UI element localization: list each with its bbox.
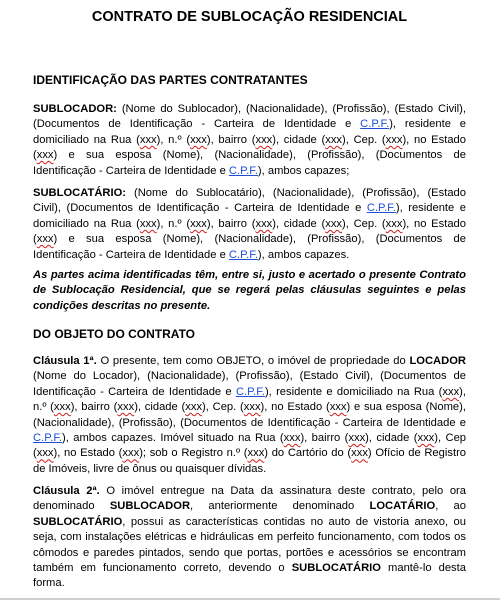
placeholder-xxx: xxx (36, 149, 54, 162)
placeholder-xxx: xxx (190, 133, 207, 146)
text: ), ambos capazes. Imóvel situado na Rua ( (62, 432, 284, 445)
text: ), bairro ( (300, 432, 349, 445)
placeholder-xxx: xxx (325, 133, 343, 146)
text: ) e sua esposa (Nome), (Nacionalidade), (Profissão), (Documentos de Identificação - Carteira de Identidade e (33, 149, 466, 177)
placeholder-xxx: xxx (185, 401, 203, 414)
placeholder-xxx: xxx (385, 217, 403, 230)
text: (Nome do Sublocador), (Nacionalidade), (Profissão), (Estado Civil), (Documentos de Identificação - Carteira de Identidade e (33, 103, 466, 131)
placeholder-xxx: xxx (325, 217, 343, 230)
text: ), bairro ( (70, 401, 118, 414)
clausula-2-label: Cláusula 2ª. (33, 485, 100, 497)
locador-term: LOCADOR (409, 355, 466, 367)
placeholder-xxx: xxx (283, 432, 301, 445)
text: ) e sua esposa (Nome), (Nacionalidade), (Profissão), (Documentos de Identificação - Carteira de Identidade e (33, 233, 466, 261)
document-title: CONTRATO DE SUBLOCAÇÃO RESIDENCIAL (91, 9, 408, 25)
sublocador-term: SUBLOCADOR (109, 500, 191, 513)
placeholder-xxx: xxx (36, 447, 54, 460)
sublocatario-label: SUBLOCATÁRIO: (33, 187, 127, 199)
text: ), Cep. ( (342, 133, 386, 146)
text: ), Cep. ( (202, 401, 244, 414)
text: ), ambos capazes. (257, 248, 350, 261)
text: , ao (435, 500, 466, 513)
text: ), bairro ( (206, 217, 256, 230)
text: , anteriormente denominado (190, 500, 370, 513)
paragraph-sublocador (33, 102, 466, 179)
text: ), n.º ( (156, 133, 191, 146)
text: ), no Estado ( (33, 217, 466, 246)
text: ), no Estado ( (53, 447, 123, 460)
text: O presente, tem como OBJETO, o imóvel de propriedade do (96, 355, 410, 367)
text: ) do Cartório do ( (264, 447, 352, 460)
placeholder-xxx: xxx (36, 233, 54, 246)
text: ), no Estado ( (33, 133, 466, 162)
placeholder-xxx: xxx (243, 401, 261, 414)
text: ), ambos capazes; (257, 164, 350, 177)
intro-paragraph: As partes acima identificadas têm, entre si, justo e acertado o presente Contrato de Sublocação Residencial, que se regerá pelas cláusulas seguintes e pelas condições descritas no presente. (33, 269, 466, 312)
placeholder-xxx: xxx (139, 133, 157, 146)
paragraph-sublocatario (33, 186, 466, 263)
text: ), residente e domiciliado na Rua ( (33, 202, 466, 230)
placeholder-xxx: xxx (117, 401, 135, 414)
text: ), n.º ( (156, 217, 191, 230)
text: ), cidade ( (272, 133, 326, 146)
text: ) Ofício de Registro de Imóveis, livre de ônus ou quaisquer dívidas. (33, 447, 467, 475)
placeholder-xxx: xxx (122, 447, 140, 460)
text: ), n.º ( (33, 385, 466, 414)
text: ), no Estado ( (260, 401, 330, 414)
sublocador-label: SUBLOCADOR: (33, 103, 117, 115)
placeholder-xxx: xxx (247, 447, 265, 460)
placeholder-xxx: xxx (385, 133, 403, 146)
placeholder-xxx: xxx (255, 133, 273, 146)
text: ), Cep ( (33, 432, 467, 460)
sublocatario-term: SUBLOCATÁRIO (291, 562, 381, 575)
text: ), cidade ( (365, 432, 418, 445)
cpf-link[interactable]: C.P.F. (228, 164, 258, 177)
locatario-term: LOCATÁRIO (369, 500, 436, 513)
text: ); sob o Registro n.º ( (139, 447, 248, 460)
paragraph-clausula-1 (33, 354, 466, 477)
cpf-link[interactable]: C.P.F. (235, 385, 265, 398)
text: ), Cep. ( (342, 217, 386, 230)
placeholder-xxx: xxx (53, 401, 71, 414)
placeholder-xxx: xxx (442, 385, 460, 398)
placeholder-xxx: xxx (351, 447, 368, 460)
text: ), cidade ( (272, 217, 326, 230)
paragraph-clausula-2 (33, 484, 466, 592)
cpf-link[interactable]: C.P.F. (360, 118, 390, 131)
text: O imóvel entregue na Data da assinatura deste contrato, pelo ora denominado (33, 485, 466, 513)
text: mantê-lo desta forma. (33, 562, 466, 590)
text: , possui as características contidas no auto de vistoria anexo, ou seja, com instalações elétricas e hidráulicas em perfeito funcionamento, com todos os cômodos e paredes pintados, sendo que portas, portões e acessórios se encontram também em funcionamento correto, devendo o (33, 515, 466, 575)
text: ), bairro ( (206, 133, 256, 146)
cpf-link[interactable]: C.P.F. (228, 248, 258, 261)
text: ) e sua esposa (Nome), (Nacionalidade), (Profissão), (Documentos de Identificação - Carteira de Identidade e (33, 401, 466, 429)
placeholder-xxx: xxx (139, 217, 157, 230)
cpf-link[interactable]: C.P.F. (33, 432, 63, 445)
placeholder-xxx: xxx (329, 401, 347, 414)
cpf-link[interactable]: C.P.F. (366, 202, 396, 215)
placeholder-xxx: xxx (417, 432, 435, 445)
text: ), cidade ( (134, 401, 186, 414)
text: (Nome do Locador), (Nacionalidade), (Profissão), (Estado Civil), (Documentos de Identificação - Carteira de Identidade e (33, 370, 466, 398)
text: ), residente e domiciliado na Rua ( (33, 118, 467, 146)
text: (Nome do Sublocatário), (Nacionalidade), (Profissão), (Estado Civil), (Documentos de Identificação - Carteira de Identidade e (33, 187, 466, 215)
placeholder-xxx: xxx (190, 217, 207, 230)
placeholder-xxx: xxx (348, 432, 366, 445)
sublocatario-term: SUBLOCATÁRIO (33, 515, 123, 528)
placeholder-xxx: xxx (255, 217, 273, 230)
section-title-identificacao: IDENTIFICAÇÃO DAS PARTES CONTRATANTES (33, 73, 308, 87)
clausula-1-label: Cláusula 1ª. (33, 355, 97, 367)
text: ), residente e domiciliado na Rua ( (264, 385, 443, 398)
section-title-objeto: DO OBJETO DO CONTRATO (33, 327, 196, 341)
